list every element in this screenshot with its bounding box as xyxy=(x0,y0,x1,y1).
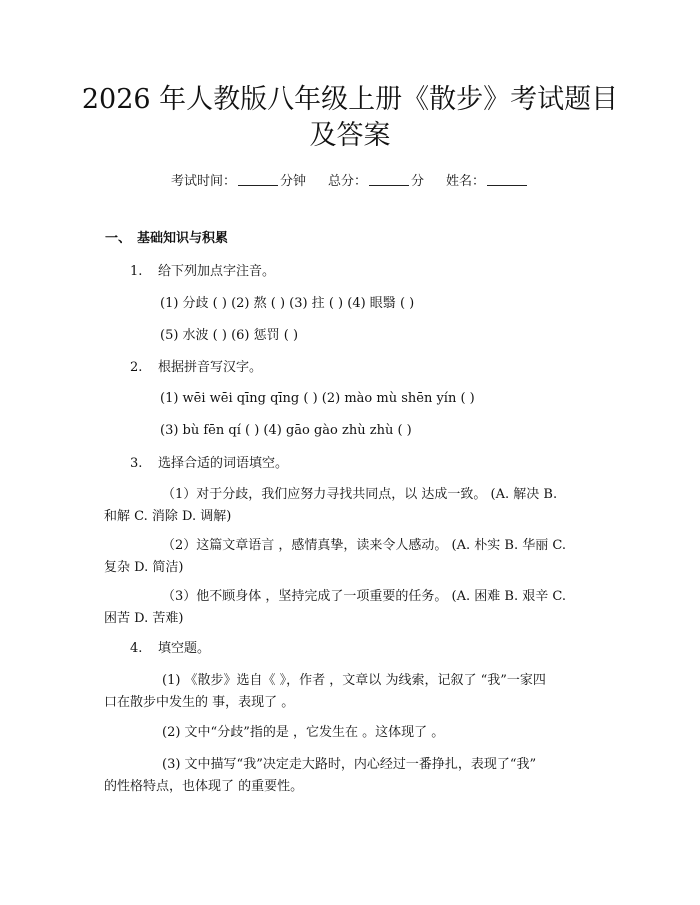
question-number: 1. xyxy=(130,264,143,279)
name-blank[interactable] xyxy=(487,173,527,186)
q3-item-2: （2）这篇文章语言 ，感情真挚，读来令人感动。 (A. 朴实 B. 华丽 C. 复杂 D. 简洁) xyxy=(104,538,566,575)
name-label: 姓名： xyxy=(446,174,486,189)
question-4 xyxy=(130,640,210,658)
question-3 xyxy=(130,455,288,473)
q4-item-3: (3) 文中描写“我”决定走大路时，内心经过一番挣扎，表现了“我” 的性格特点，也体现了 的重要性。 xyxy=(104,757,537,794)
question-number: 2. xyxy=(130,360,143,375)
question-1 xyxy=(130,263,275,281)
q2-line-1: (1) wēi wēi qīng qīng ( ) (2) mào mù shēn yín ( ) xyxy=(160,391,475,406)
time-unit: 分钟 xyxy=(279,174,306,189)
doc-title-line2: 及答案 xyxy=(309,120,391,151)
time-blank[interactable] xyxy=(238,173,278,186)
time-label: 考试时间： xyxy=(170,174,236,189)
q1-line-2: (5) 水波 ( ) (6) 惩罚 ( ) xyxy=(160,328,299,343)
question-text: 根据拼音写汉字。 xyxy=(158,360,263,375)
section-title: 基础知识与积累 xyxy=(137,231,229,246)
question-number: 4. xyxy=(130,641,143,656)
q1-line-1: (1) 分歧 ( ) (2) 熬 ( ) (3) 拄 ( ) (4) 眼翳 ( ) xyxy=(160,296,415,311)
score-unit: 分 xyxy=(411,174,425,189)
q4-item-2: (2) 文中“分歧”指的是 ，它发生在 。这体现了 。 xyxy=(162,725,445,740)
question-text: 选择合适的词语填空。 xyxy=(158,456,289,471)
score-blank[interactable] xyxy=(369,173,409,186)
question-text: 给下列加点字注音。 xyxy=(158,264,276,279)
q3-item-1: （1）对于分歧，我们应努力寻找共同点，以 达成一致。 (A. 解决 B. 和解 C. 消除 D. 调解) xyxy=(104,487,558,524)
section-heading xyxy=(105,230,228,248)
question-text: 填空题。 xyxy=(158,641,211,656)
question-number: 3. xyxy=(130,456,143,471)
section-number: 一、 xyxy=(105,231,132,246)
q3-item-3: （3）他不顾身体 ，坚持完成了一项重要的任务。 (A. 困难 B. 艰辛 C. 困苦 D. 苦难) xyxy=(104,589,566,626)
q4-item-1: (1) 《散步》选自《 》，作者 ，文章以 为线索，记叙了 “我”一家四 口在散步中发生的 事，表现了 。 xyxy=(104,673,546,710)
q2-line-2: (3) bù fēn qí ( ) (4) gāo gào zhù zhù ( ) xyxy=(160,423,412,438)
question-2 xyxy=(130,359,262,377)
doc-title-line1: 2026 年人教版八年级上册《散步》考试题目 xyxy=(81,84,619,115)
score-label: 总分： xyxy=(327,174,367,189)
exam-info-line xyxy=(0,170,700,189)
